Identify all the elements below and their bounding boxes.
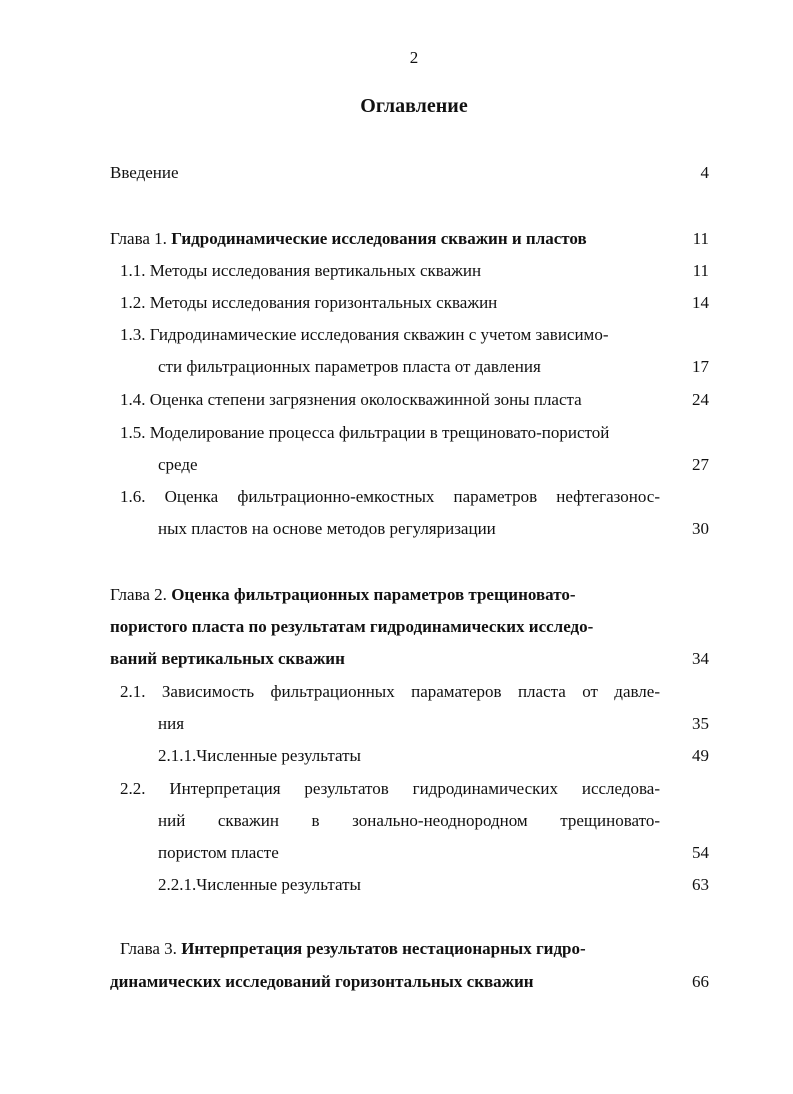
toc-section-2-2-1: 2.2.1.Численные результаты xyxy=(158,875,361,894)
toc-intro-page: 4 xyxy=(700,163,709,182)
toc-section-1-5-line1: 1.5. Моделирование процесса фильтрации в трещиновато-пористой xyxy=(120,423,610,442)
toc-section-1-6-page: 30 xyxy=(692,519,709,538)
toc-section-2-1-1: 2.1.1.Численные результаты xyxy=(158,746,361,765)
toc-chapter-2-line1 xyxy=(110,585,576,605)
toc-chapter-3-line2: динамических исследований горизонтальных скважин xyxy=(110,972,534,991)
toc-section-1-3-line2: сти фильтрационных параметров пласта от давления xyxy=(158,357,541,376)
toc-section-1-2: 1.2. Методы исследования горизонтальных скважин xyxy=(120,293,498,312)
chapter-1-title: Гидродинамические исследования скважин и пластов xyxy=(171,229,587,248)
toc-chapter-2-line2: пористого пласта по результатам гидродинамических исследо- xyxy=(110,617,594,636)
toc-section-1-3-line1: 1.3. Гидродинамические исследования скважин с учетом зависимо- xyxy=(120,325,609,344)
chapter-3-title-line1: Интерпретация результатов нестационарных гидро- xyxy=(181,939,586,958)
toc-section-2-2-1-page: 63 xyxy=(692,875,709,894)
chapter-3-prefix: Глава 3. xyxy=(120,939,182,958)
chapter-1-prefix: Глава 1. xyxy=(110,229,172,248)
toc-section-1-3-page: 17 xyxy=(692,357,709,376)
toc-section-2-2-line3: пористом пласте xyxy=(158,843,279,862)
toc-chapter-3-line1 xyxy=(120,939,586,959)
toc-section-2-1-page: 35 xyxy=(692,714,709,733)
chapter-2-prefix: Глава 2. xyxy=(110,585,172,604)
page-title: Оглавление xyxy=(360,95,468,117)
toc-chapter-1 xyxy=(110,229,587,249)
toc-chapter-2-line3: ваний вертикальных скважин xyxy=(110,649,345,668)
toc-intro-label: Введение xyxy=(110,163,179,182)
toc-section-2-2-line1: 2.2. Интерпретация результатов гидродинамических исследова- xyxy=(120,779,660,798)
toc-section-1-6-line2: ных пластов на основе методов регуляризации xyxy=(158,519,496,538)
toc-section-1-4: 1.4. Оценка степени загрязнения околоскважинной зоны пласта xyxy=(120,390,582,409)
toc-section-1-2-page: 14 xyxy=(692,293,709,312)
toc-section-2-1-1-page: 49 xyxy=(692,746,709,765)
toc-section-1-6-line1: 1.6. Оценка фильтрационно-емкостных параметров нефтегазонос- xyxy=(120,487,660,506)
toc-chapter-2-page: 34 xyxy=(692,649,709,668)
toc-section-2-2-line2: ний скважин в зонально-неоднородном трещиновато- xyxy=(158,811,660,830)
toc-chapter-1-page: 11 xyxy=(692,229,709,248)
toc-section-1-5-line2: среде xyxy=(158,455,198,474)
toc-section-2-2-page: 54 xyxy=(692,843,709,862)
toc-section-1-4-page: 24 xyxy=(692,390,709,409)
toc-section-1-1: 1.1. Методы исследования вертикальных скважин xyxy=(120,261,482,280)
chapter-2-title-line1: Оценка фильтрационных параметров трещиновато- xyxy=(171,585,576,604)
page-number: 2 xyxy=(409,48,419,67)
toc-chapter-3-page: 66 xyxy=(692,972,709,991)
toc-section-1-1-page: 11 xyxy=(692,261,709,280)
toc-section-2-1-line1: 2.1. Зависимость фильтрационных параматеров пласта от давле- xyxy=(120,682,660,701)
toc-section-1-5-page: 27 xyxy=(692,455,709,474)
toc-section-2-1-line2: ния xyxy=(158,714,185,733)
